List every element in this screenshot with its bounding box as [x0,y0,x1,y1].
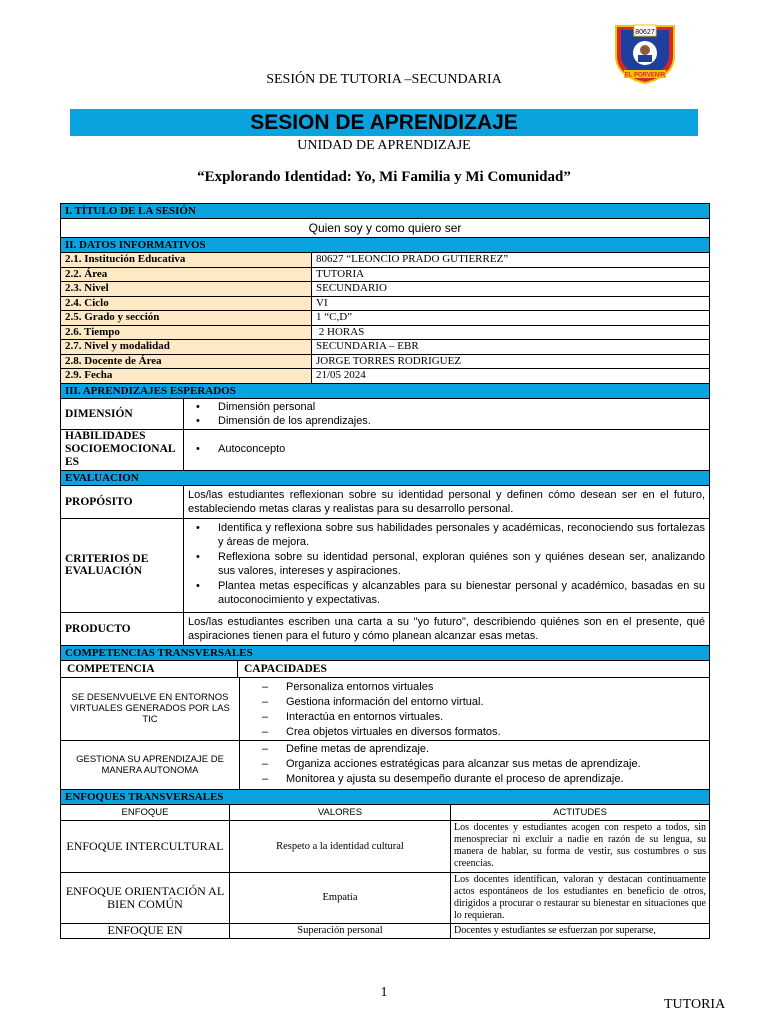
list-item: • Dimensión de los aprendizajes. [184,414,709,429]
document-header: SESIÓN DE TUTORIA –SECUNDARIA [266,72,502,87]
list-item: • Identifica y reflexiona sobre sus habilidades personales y académicas, reconociendo sus fortalezas y áreas de mejora. [184,521,705,550]
enfoque-actitud: Los docentes identifican, valoran y destacan continuamente actos espontáneos de los estudiantes en beneficio de otros, dirigidos a procurar o restaurar su bienestar en situaciones que lo requieran. [454,873,706,921]
list-item: • Autoconcepto [184,442,285,457]
info-value: 2 HORAS [316,325,365,338]
table-row [61,678,709,741]
footer-tag: TUTORIA [664,997,726,1012]
table-row [61,268,709,283]
list-item: – Define metas de aprendizaje. [240,742,709,757]
unit-label: UNIDAD DE APRENDIZAJE [297,138,471,153]
datos-table [61,253,709,384]
list-item: • Plantea metas específicas y alcanzables para su bienestar personal y académico, basadas en su autoconocimiento y expectativas. [184,579,705,608]
table-row [61,326,709,341]
banner-title: SESION DE APRENDIZAJE [70,109,698,136]
enfoque-name: ENFOQUE ORIENTACIÓN AL BIEN COMÚN [61,873,230,923]
table-row [61,821,709,873]
table-row [61,282,709,297]
section-enfoques: ENFOQUES TRANSVERSALES [61,790,709,805]
info-value: 1 “C,D” [316,311,353,323]
info-key: 2.5. Grado y sección [61,311,312,325]
info-key: 2.7. Nivel y modalidad [61,340,312,354]
table-row [61,369,709,384]
enfoque-actitud: Docentes y estudiantes se esfuerzan por superarse, [454,924,656,936]
section-competencias: COMPETENCIAS TRANSVERSALES [61,646,709,661]
table-row [61,924,709,938]
section-datos: II. DATOS INFORMATIVOS [61,238,709,253]
dimension-row [61,399,709,430]
producto-row [61,613,709,646]
info-value: TUTORIA [316,267,365,280]
proposito-text: Los/las estudiantes reflexionan sobre su identidad personal y definen cómo desean ser en el futuro, estableciendo metas claras y realistas para su desarrollo personal. [188,488,705,515]
table-row [61,355,709,370]
enfoque-name: ENFOQUE INTERCULTURAL [61,821,230,872]
table-row [61,741,709,790]
habilidades-row [61,430,709,471]
col-header: VALORES [230,805,451,820]
info-value: SECUNDARIO [316,282,387,294]
page-number: 1 [380,985,388,1000]
info-key: 2.2. Área [61,268,312,282]
info-value: 80627 “LEONCIO PRADO GUTIERREZ” [316,253,509,265]
list-item: – Gestiona información del entorno virtual. [240,695,709,710]
info-value: SECUNDARIA – EBR [316,340,419,352]
logo-bottom-text: EL PORVENIR [624,72,666,79]
info-key: 2.9. Fecha [61,369,312,383]
info-key: 2.1. Institución Educativa [61,253,312,267]
table-row [61,311,709,326]
enfoque-name: ENFOQUE EN [61,924,230,938]
info-key: 2.6. Tiempo [61,326,312,340]
session-title: Quien soy y como quiero ser [61,219,709,238]
dimension-label: DIMENSIÓN [61,399,184,429]
enfoque-valor: Superación personal [230,924,451,938]
competencia-name: SE DESENVUELVE EN ENTORNOS VIRTUALES GENERADOS POR LAS TIC [61,678,240,740]
table-row [61,253,709,268]
enfoque-valor: Empatía [230,873,451,923]
info-value: VI [316,296,328,309]
unit-title: “Explorando Identidad: Yo, Mi Familia y Mi Comunidad” [197,169,571,185]
table-row [61,340,709,355]
list-item: – Crea objetos virtuales en diversos formatos. [240,725,709,740]
proposito-row [61,486,709,519]
enfoque-valor: Respeto a la identidad cultural [230,821,451,872]
producto-text: Los/las estudiantes escriben una carta a su "yo futuro", describiendo quiénes son en el presente, qué aspiraciones tienen para el futuro y cómo planean alcanzar esas metas. [188,615,705,642]
info-value: JORGE TORRES RODRIGUEZ [316,354,462,367]
criterios-label: CRITERIOS DE EVALUACIÓN [61,519,184,612]
section-evaluacion: EVALUACION [61,471,709,486]
list-item: – Interactúa en entornos virtuales. [240,710,709,725]
info-value: 21/05 2024 [316,369,366,381]
list-item: – Personaliza entornos virtuales [240,680,709,695]
habilidades-label: HABILIDADES SOCIOEMOCIONAL ES [61,430,184,470]
list-item: – Organiza acciones estratégicas para alcanzar sus metas de aprendizaje. [240,757,709,772]
list-item: – Monitorea y ajusta su desempeño durante el proceso de aprendizaje. [240,772,709,787]
table-row [61,873,709,924]
logo-code: 80627 [635,29,655,36]
section-titulo: I. TÍTULO DE LA SESIÓN [61,204,709,219]
producto-label: PRODUCTO [61,613,184,645]
competencias-header [61,661,709,678]
info-key: 2.3. Nivel [61,282,312,296]
col-header: ACTITUDES [553,806,607,818]
competencia-name: GESTIONA SU APRENDIZAJE DE MANERA AUTONOMA [61,741,240,789]
info-key: 2.4. Ciclo [61,297,312,311]
session-table [60,203,710,939]
info-key: 2.8. Docente de Área [61,355,312,369]
col-header: ENFOQUE [61,805,230,820]
enfoques-header [61,805,709,821]
col-header: CAPACIDADES [244,662,327,675]
criterios-row [61,519,709,613]
enfoque-actitud: Los docentes y estudiantes acogen con respeto a todos, sin menospreciar ni excluir a nadie en razón de su lengua, su manera de hablar, su forma de vestir, sus costumbres o sus creencias. [454,821,706,869]
list-item: • Dimensión personal [184,400,709,415]
list-item: • Reflexiona sobre su identidad personal, exploran quiénes son y quiénes desean ser, analizando sus valores, intereses y aspiraciones. [184,550,705,579]
section-aprendizajes: III. APRENDIZAJES ESPERADOS [61,384,709,399]
proposito-label: PROPÓSITO [61,486,184,518]
col-header: COMPETENCIA [61,661,238,677]
table-row [61,297,709,312]
